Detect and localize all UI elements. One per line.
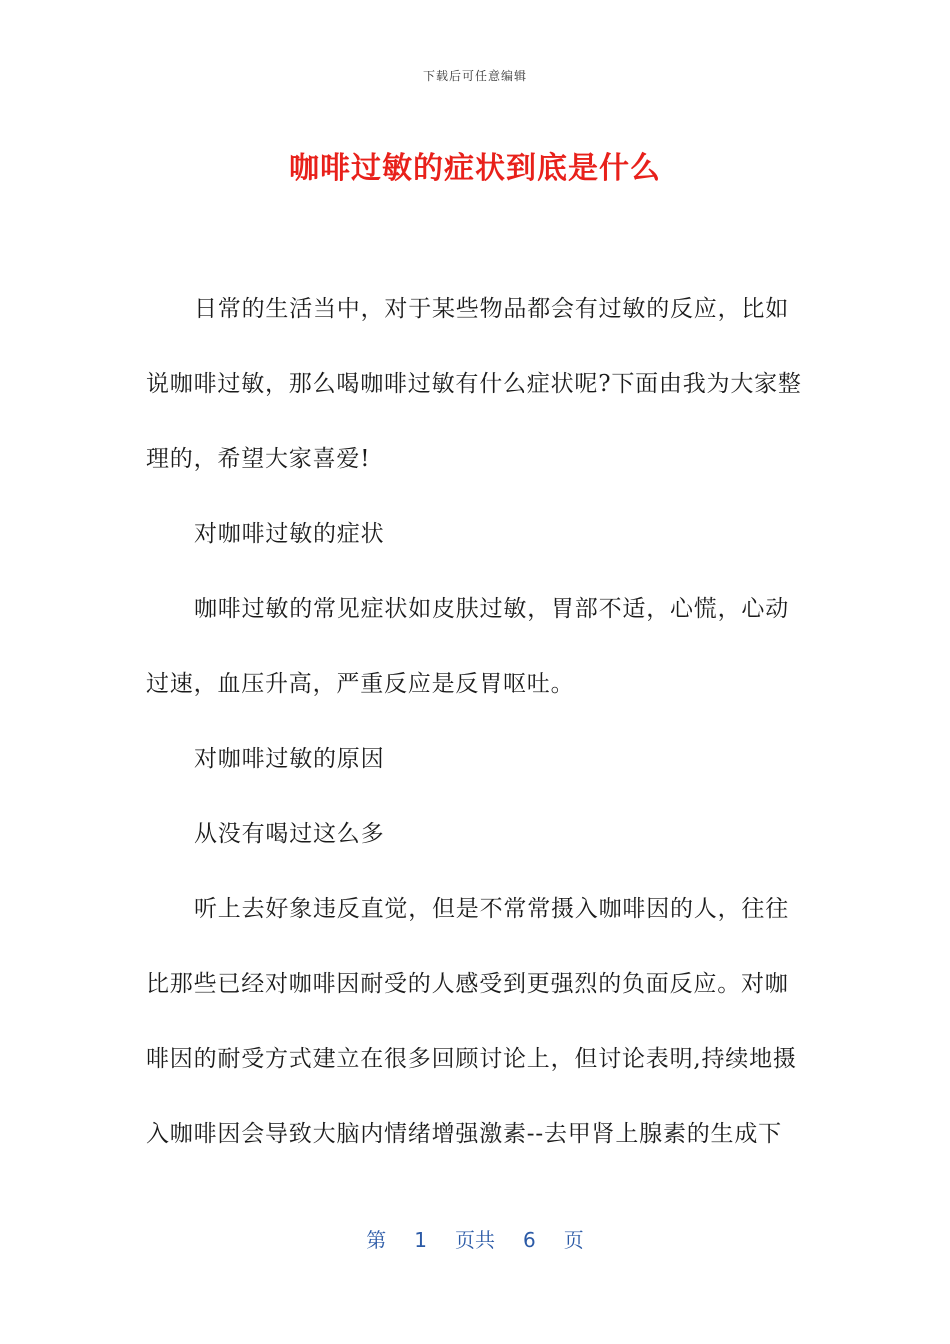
paragraph-cause-detail: 听上去好象违反直觉，但是不常常摄入咖啡因的人，往往比那些已经对咖啡因耐受的人感受到更强烈的负面反应。对咖啡因的耐受方式建立在很多回顾讨论上，但讨论表明,持续地摄入咖啡因会导致大脑内情绪增强激素--去甲肾上腺素的生成下 [146, 896, 797, 1147]
section-heading-causes: 对咖啡过敏的原因 [194, 746, 385, 772]
footer-page-prefix: 第 [366, 1228, 387, 1252]
footer-total-pages: 6 [523, 1228, 536, 1252]
paragraph-cause-heading: 从没有喝过这么多 [194, 821, 385, 847]
footer-page-suffix: 页 [563, 1228, 584, 1252]
section-heading-symptoms: 对咖啡过敏的症状 [194, 521, 385, 547]
page-footer [0, 1224, 950, 1253]
document-title: 咖啡过敏的症状到底是什么 [289, 151, 661, 186]
header-note: 下载后可任意编辑 [422, 69, 527, 83]
footer-page-number: 1 [414, 1228, 427, 1252]
footer-page-mid: 页共 [455, 1228, 495, 1252]
paragraph-intro: 日常的生活当中，对于某些物品都会有过敏的反应，比如说咖啡过敏，那么喝咖啡过敏有什么症状呢?下面由我为大家整理的，希望大家喜爱! [146, 296, 802, 472]
paragraph-symptoms: 咖啡过敏的常见症状如皮肤过敏，胃部不适，心慌，心动过速，血压升高，严重反应是反胃呕吐。 [146, 596, 789, 697]
document-body [146, 272, 806, 1172]
